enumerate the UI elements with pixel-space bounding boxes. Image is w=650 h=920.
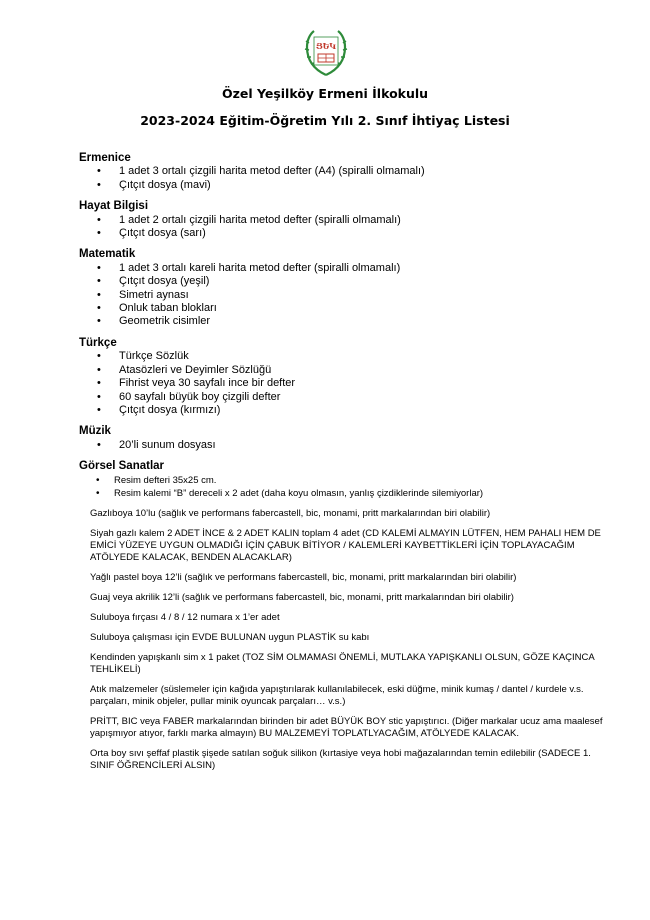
supply-paragraph: Siyah gazlı kalem 2 ADET İNCE & 2 ADET KALIN toplam 4 adet (CD KALEMİ ALMAYIN LÜTFEN, HEM PAHALI HEM DE EMİCİ YÜZEYE UYGUN OLMADIĞI İÇİN ÇABUK BİTİYOR / KALEMLERİ KAYBETTİKLERİ İÇİN TOPLAYACAĞIM ATÖLYEDE KALACAK, BENDEN ALACAKLAR) xyxy=(90,527,601,563)
list-item: • Çıtçıt dosya (kırmızı) xyxy=(119,404,619,417)
section-turkce xyxy=(79,337,619,417)
supply-paragraph: Suluboya fırçası 4 / 8 / 12 numara x 1’er adet xyxy=(90,611,280,623)
list-item: • Simetri aynası xyxy=(119,289,619,302)
item-list xyxy=(79,350,619,417)
list-item: • Çıtçıt dosya (yeşil) xyxy=(119,275,619,288)
list-item: • Fihrist veya 30 sayfalı ince bir defter xyxy=(119,377,619,390)
list-title: 2023-2024 Eğitim-Öğretim Yılı 2. Sınıf İhtiyaç Listesi xyxy=(140,113,510,128)
list-item: • Resim defteri 35x25 cm. xyxy=(114,474,619,487)
section-ermenice xyxy=(79,152,619,192)
list-item: • 60 sayfalı büyük boy çizgili defter xyxy=(119,391,619,404)
list-item: • Çıtçıt dosya (sarı) xyxy=(119,227,619,240)
item-list xyxy=(79,262,619,329)
section-hayat-bilgisi xyxy=(79,200,619,240)
list-item: • Resim kalemi “B” dereceli x 2 adet (daha koyu olmasın, yanlış çizdiklerinde silemiyorlar) xyxy=(114,487,619,500)
item-list xyxy=(79,214,619,241)
section-gorsel-sanatlar xyxy=(79,460,619,771)
list-item: • 20’li sunum dosyası xyxy=(119,439,619,452)
section-heading: Müzik xyxy=(79,425,111,438)
list-item: • Çıtçıt dosya (mavi) xyxy=(119,179,619,192)
item-list xyxy=(79,474,619,500)
section-matematik xyxy=(79,248,619,328)
supply-paragraph: Atık malzemeler (süslemeler için kağıda yapıştırılarak kullanılabilecek, eski düğme, minik kumaş / dantel / kurdele v.s. parçaları, minik objeler, pullar minik oyuncak parçaları… v.s.) xyxy=(90,683,584,707)
section-heading: Matematik xyxy=(79,248,136,261)
school-logo xyxy=(303,28,349,78)
list-item: • Atasözleri ve Deyimler Sözlüğü xyxy=(119,364,619,377)
section-heading: Türkçe xyxy=(79,336,117,349)
supply-paragraph: Suluboya çalışması için EVDE BULUNAN uygun PLASTİK su kabı xyxy=(90,631,370,643)
supply-paragraph: Yağlı pastel boya 12’li (sağlık ve performans fabercastell, bic, monami, pritt markalarından biri olabilir) xyxy=(90,571,517,583)
supply-paragraph: Gazlıboya 10’lu (sağlık ve performans fabercastell, bic, monami, pritt markalarından biri olabilir) xyxy=(90,507,491,519)
supply-paragraph: Guaj veya akrilik 12’li (sağlık ve performans fabercastell, bic, monami, pritt markalarından biri olabilir) xyxy=(90,591,514,603)
list-item: • 1 adet 3 ortalı kareli harita metod defter (spiralli olmamalı) xyxy=(119,262,619,275)
item-list xyxy=(79,165,619,192)
logo-letters: ՅԵԿ xyxy=(316,41,336,51)
school-name: Özel Yeşilköy Ermeni İlkokulu xyxy=(221,86,429,101)
supply-paragraph: PRİTT, BIC veya FABER markalarından birinden bir adet BÜYÜK BOY stic yapıştırıcı. (Diğer markalar ucuz ama maalesef yapışmıyor atıyor, farklı marka almayın) BU MALZEMEYİ TOPLATLYACAĞIM, ATÖLYEDE KALACAK. xyxy=(90,715,603,739)
section-heading: Hayat Bilgisi xyxy=(79,200,149,213)
section-heading: Ermenice xyxy=(79,152,131,164)
list-item: • Onluk taban blokları xyxy=(119,302,619,315)
list-item: • 1 adet 2 ortalı çizgili harita metod defter (spiralli olmamalı) xyxy=(119,214,619,227)
section-heading: Görsel Sanatlar xyxy=(79,460,165,473)
list-item: • Türkçe Sözlük xyxy=(119,350,619,363)
list-item: • 1 adet 3 ortalı çizgili harita metod defter (A4) (spiralli olmamalı) xyxy=(119,165,619,178)
section-muzik xyxy=(79,425,619,452)
supply-paragraph: Orta boy sıvı şeffaf plastik şişede satılan soğuk silikon (kırtasiye veya hobi mağazalarından temin edilebilir (SADECE 1. SINIF ÖĞRENCİLERİ ALSIN) xyxy=(90,747,591,771)
item-list xyxy=(79,439,619,452)
supply-paragraph: Kendinden yapışkanlı sim x 1 paket (TOZ SİM OLMAMASI ÖNEMLİ, MUTLAKA YAPIŞKANLI OLSUN, GÖZE KAÇINCA TEHLİKELİ) xyxy=(90,651,595,675)
list-item: • Geometrik cisimler xyxy=(119,315,619,328)
school-logo-emblem xyxy=(303,28,349,78)
supply-list xyxy=(79,152,619,780)
